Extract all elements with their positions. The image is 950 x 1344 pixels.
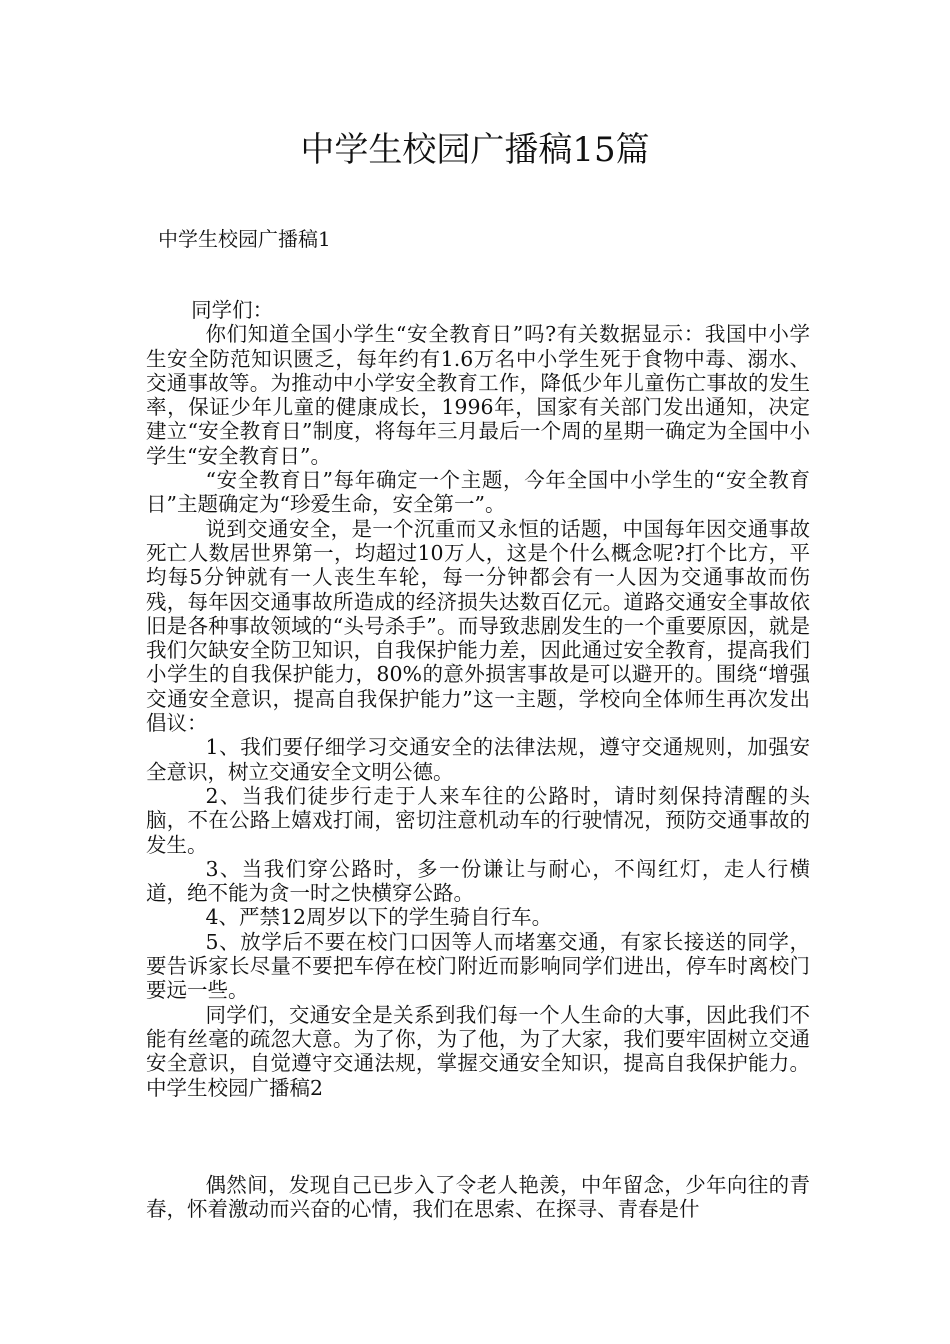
paragraph: 5、放学后不要在校门口因等人而堵塞交通，有家长接送的同学，要告诉家长尽量不要把车停在校门附近而影响同学们进出，停车时离校门要远一些。 bbox=[146, 929, 810, 1003]
document-body bbox=[146, 298, 810, 1221]
salutation: 同学们： bbox=[191, 298, 274, 322]
paragraph: “安全教育日”每年确定一个主题，今年全国中小学生的“安全教育日”主题确定为“珍爱生命，安全第一”。 bbox=[146, 468, 810, 517]
section-heading-1: 中学生校园广播稿1 bbox=[158, 227, 331, 251]
paragraph: 3、当我们穿公路时，多一份谦让与耐心，不闯红灯，走人行横道，绝不能为贪一时之快横穿公路。 bbox=[146, 856, 810, 906]
paragraph: 2、当我们徒步行走于人来车往的公路时，请时刻保持清醒的头脑，不在公路上嬉戏打闹，密切注意机动车的行驶情况，预防交通事故的发生。 bbox=[146, 783, 810, 857]
document-title: 中学生校园广播稿15篇 bbox=[300, 130, 650, 170]
section-gap bbox=[146, 1100, 810, 1173]
section-heading-2: 中学生校园广播稿2 bbox=[146, 1075, 324, 1100]
closing-paragraph bbox=[146, 1003, 810, 1100]
paragraph: 偶然间，发现自己已步入了令老人艳羡，中年留念，少年向往的青春，怀着激动而兴奋的心情，我们在思索、在探寻、青春是什 bbox=[146, 1172, 810, 1222]
paragraph: 1、我们要仔细学习交通安全的法律法规，遵守交通规则，加强安全意识，树立交通安全文明公德。 bbox=[146, 735, 810, 784]
paragraph: 4、严禁12周岁以下的学生骑自行车。 bbox=[205, 905, 553, 930]
paragraph: 说到交通安全，是一个沉重而又永恒的话题，中国每年因交通事故死亡人数居世界第一，均超过10万人，这是个什么概念呢?打个比方，平均每5分钟就有一人丧生车轮，每一分钟都会有一人因为交通事故而伤残，每年因交通事故所造成的经济损失达数百亿元。道路交通安全事故依旧是各种事故领域的“头号杀手”。而导致悲剧发生的一个重要原因，就是我们欠缺安全防卫知识，自我保护能力差，因此通过安全教育，提高我们小学生的自我保护能力，80%的意外损害事故是可以避开的。围绕“增强交通安全意识，提高自我保护能力”这一主题，学校向全体师生再次发出倡议： bbox=[146, 516, 810, 736]
closing-text: 同学们，交通安全是关系到我们每一个人生命的大事，因此我们不能有丝毫的疏忽大意。为了你，为了他，为了大家，我们要牢固树立交通安全意识，自觉遵守交通法规，掌握交通安全知识，提高自我保护能力。 bbox=[146, 1002, 810, 1076]
paragraph: 你们知道全国小学生“安全教育日”吗?有关数据显示：我国中小学生安全防范知识匮乏，每年约有1.6万名中小学生死于食物中毒、溺水、交通事故等。为推动中小学安全教育工作，降低少年儿童伤亡事故的发生率，保证少年儿童的健康成长，1996年，国家有关部门发出通知，决定建立“安全教育日”制度，将每年三月最后一个周的星期一确定为全国中小学生“安全教育日”。 bbox=[146, 322, 810, 468]
